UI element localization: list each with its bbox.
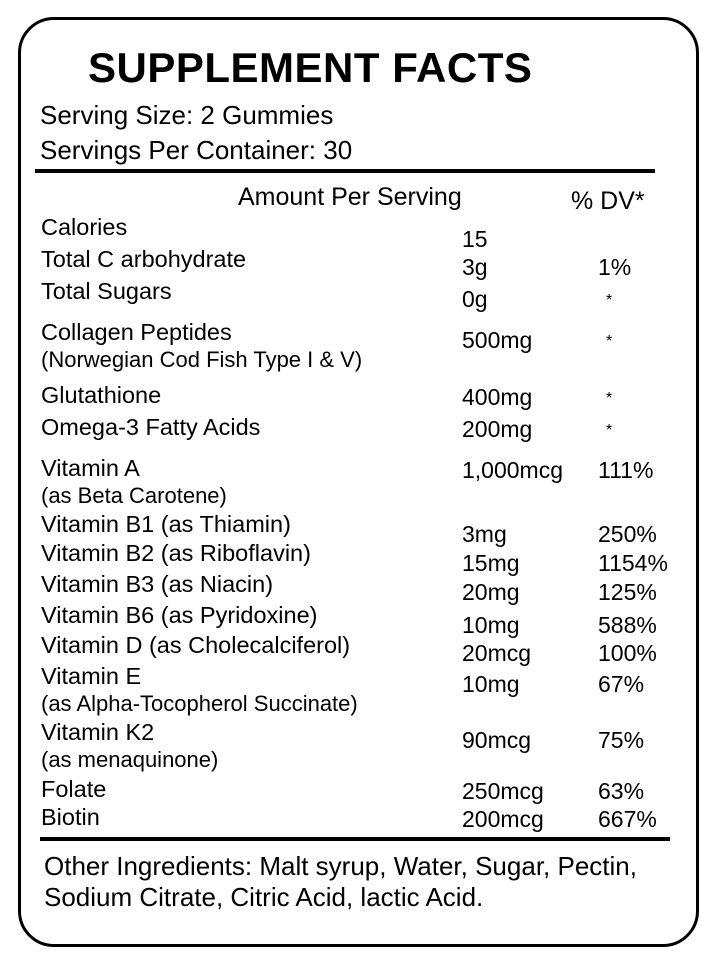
nutrient-name-main: Collagen Peptides — [41, 319, 232, 345]
nutrient-daily-value: 75% — [598, 727, 645, 753]
nutrient-name-main: Calories — [41, 214, 128, 240]
nutrient-name-main: Vitamin D (as Cholecalciferol) — [41, 632, 351, 658]
nutrient-name-main: Vitamin E — [41, 663, 142, 689]
nutrient-name-main: Omega-3 Fatty Acids — [41, 414, 261, 440]
nutrient-daily-value: 111% — [598, 457, 654, 483]
nutrient-name — [41, 632, 350, 659]
nutrient-source: (as Alpha-Tocopherol Succinate) — [41, 691, 358, 716]
nutrient-source: (Norwegian Cod Fish Type I & V) — [41, 347, 363, 372]
nutrient-amount: 10mg — [462, 671, 520, 697]
nutrient-daily-value: 67% — [598, 671, 645, 697]
nutrient-name-main: Vitamin B1 (as Thiamin) — [41, 511, 291, 537]
nutrient-amount: 3mg — [462, 521, 507, 547]
nutrient-daily-value: 250% — [598, 521, 657, 547]
nutrient-name-main: Biotin — [41, 804, 100, 830]
nutrient-amount: 20mcg — [462, 640, 532, 666]
nutrient-amount: 3g — [462, 254, 488, 280]
nutrient-name — [41, 382, 161, 409]
nutrient-name-main: Glutathione — [41, 382, 162, 408]
nutrient-name — [41, 246, 246, 273]
nutrient-name — [41, 776, 106, 803]
nutrient-amount: 20mg — [462, 579, 520, 605]
nutrient-amount: 200mg — [462, 416, 533, 442]
nutrient-name — [41, 455, 227, 509]
nutrient-daily-value: 667% — [598, 806, 657, 832]
nutrient-source: (as Beta Carotene) — [41, 483, 227, 508]
nutrient-daily-value: * — [606, 292, 613, 309]
nutrient-amount: 10mg — [462, 612, 520, 638]
top-divider — [35, 169, 655, 173]
nutrient-source: (as menaquinone) — [41, 747, 219, 772]
nutrient-daily-value: 100% — [598, 640, 657, 666]
nutrient-daily-value: 1% — [598, 254, 632, 280]
servings-per-container: Servings Per Container: 30 — [40, 135, 353, 165]
label-title: SUPPLEMENT FACTS — [88, 44, 533, 91]
nutrient-name — [41, 214, 127, 241]
nutrient-daily-value: 588% — [598, 612, 657, 638]
nutrient-daily-value: 125% — [598, 579, 657, 605]
nutrient-amount: 90mcg — [462, 727, 532, 753]
nutrient-name — [41, 602, 317, 629]
bottom-divider — [40, 837, 670, 841]
nutrient-daily-value: 63% — [598, 778, 645, 804]
nutrient-name — [41, 540, 311, 567]
nutrient-daily-value: 1154% — [598, 550, 668, 576]
nutrient-name-main: Vitamin B2 (as Riboflavin) — [41, 540, 311, 566]
nutrient-name-main: Vitamin B3 (as Niacin) — [41, 571, 274, 597]
nutrient-name-main: Total C arbohydrate — [41, 246, 247, 272]
nutrient-name — [41, 511, 291, 538]
nutrient-name — [41, 804, 100, 831]
nutrient-name — [41, 278, 172, 305]
nutrient-amount: 15mg — [462, 550, 520, 576]
header-daily-value: % DV* — [571, 187, 645, 215]
nutrient-name — [41, 319, 362, 373]
other-ingredients: Other Ingredients: Malt syrup, Water, Sugar, Pectin, Sodium Citrate, Citric Acid, lactic Acid. — [44, 851, 637, 912]
nutrient-name-main: Total Sugars — [41, 278, 172, 304]
nutrient-name — [41, 663, 358, 717]
nutrient-name-main: Folate — [41, 776, 107, 802]
header-amount-per-serving: Amount Per Serving — [238, 183, 462, 211]
nutrient-amount: 500mg — [462, 327, 533, 353]
nutrient-name — [41, 414, 260, 441]
nutrient-name-main: Vitamin K2 — [41, 719, 155, 745]
nutrient-amount: 400mg — [462, 384, 533, 410]
nutrient-daily-value: * — [606, 390, 613, 407]
nutrient-amount: 15 — [462, 226, 488, 252]
nutrient-daily-value: * — [606, 422, 613, 439]
nutrient-name — [41, 571, 273, 598]
nutrient-name-main: Vitamin B6 (as Pyridoxine) — [41, 602, 318, 628]
nutrient-daily-value: * — [606, 333, 613, 350]
nutrient-amount: 0g — [462, 286, 488, 312]
serving-size: Serving Size: 2 Gummies — [40, 100, 334, 130]
nutrient-name-main: Vitamin A — [41, 455, 140, 481]
nutrient-amount: 200mcg — [462, 806, 544, 832]
nutrient-amount: 1,000mcg — [462, 457, 564, 483]
nutrient-amount: 250mcg — [462, 778, 544, 804]
nutrient-name — [41, 719, 218, 773]
